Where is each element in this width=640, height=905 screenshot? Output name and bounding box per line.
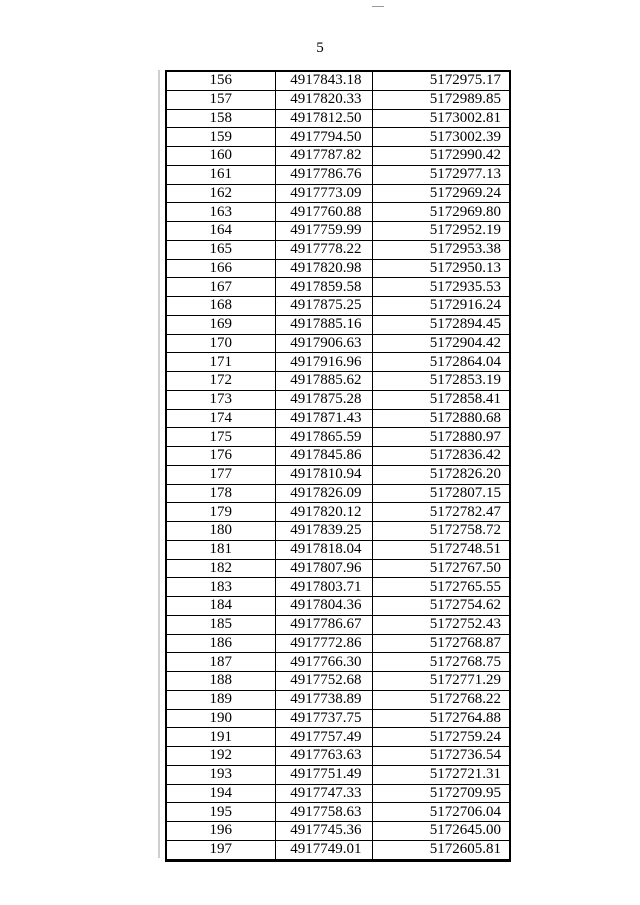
y-coordinate-cell: 5172990.42 <box>372 147 510 166</box>
point-number-cell: 189 <box>166 690 275 709</box>
table-row <box>166 765 510 784</box>
scan-edge-shadow <box>158 70 160 858</box>
x-coordinate-cell: 4917885.16 <box>275 315 372 334</box>
x-coordinate-cell: 4917906.63 <box>275 334 372 353</box>
x-coordinate-cell: 4917778.22 <box>275 240 372 259</box>
point-number-cell: 158 <box>166 109 275 128</box>
x-coordinate-cell: 4917738.89 <box>275 690 372 709</box>
point-number-cell: 196 <box>166 822 275 841</box>
table-row <box>166 540 510 559</box>
x-coordinate-cell: 4917787.82 <box>275 147 372 166</box>
point-number-cell: 165 <box>166 240 275 259</box>
point-number-cell: 166 <box>166 259 275 278</box>
x-coordinate-cell: 4917916.96 <box>275 353 372 372</box>
table-row <box>166 315 510 334</box>
y-coordinate-cell: 5172826.20 <box>372 465 510 484</box>
table-row <box>166 222 510 241</box>
table-row <box>166 840 510 860</box>
x-coordinate-cell: 4917845.86 <box>275 447 372 466</box>
y-coordinate-cell: 5172969.80 <box>372 203 510 222</box>
table-row <box>166 409 510 428</box>
y-coordinate-cell: 5172969.24 <box>372 184 510 203</box>
y-coordinate-cell: 5172975.17 <box>372 71 510 90</box>
table-row <box>166 71 510 90</box>
y-coordinate-cell: 5172864.04 <box>372 353 510 372</box>
point-number-cell: 173 <box>166 390 275 409</box>
y-coordinate-cell: 5172752.43 <box>372 615 510 634</box>
x-coordinate-cell: 4917885.62 <box>275 372 372 391</box>
point-number-cell: 197 <box>166 840 275 860</box>
point-number-cell: 187 <box>166 653 275 672</box>
point-number-cell: 191 <box>166 728 275 747</box>
y-coordinate-cell: 5172709.95 <box>372 784 510 803</box>
y-coordinate-cell: 5172977.13 <box>372 165 510 184</box>
x-coordinate-cell: 4917865.59 <box>275 428 372 447</box>
point-number-cell: 162 <box>166 184 275 203</box>
x-coordinate-cell: 4917804.36 <box>275 597 372 616</box>
point-number-cell: 157 <box>166 90 275 109</box>
point-number-cell: 188 <box>166 672 275 691</box>
x-coordinate-cell: 4917807.96 <box>275 559 372 578</box>
x-coordinate-cell: 4917859.58 <box>275 278 372 297</box>
y-coordinate-cell: 5172768.87 <box>372 634 510 653</box>
x-coordinate-cell: 4917766.30 <box>275 653 372 672</box>
y-coordinate-cell: 5172706.04 <box>372 803 510 822</box>
y-coordinate-cell: 5172645.00 <box>372 822 510 841</box>
y-coordinate-cell: 5172721.31 <box>372 765 510 784</box>
table-row <box>166 165 510 184</box>
point-number-cell: 192 <box>166 747 275 766</box>
table-row <box>166 390 510 409</box>
x-coordinate-cell: 4917737.75 <box>275 709 372 728</box>
point-number-cell: 184 <box>166 597 275 616</box>
point-number-cell: 172 <box>166 372 275 391</box>
table-row <box>166 334 510 353</box>
y-coordinate-cell: 5172952.19 <box>372 222 510 241</box>
point-number-cell: 179 <box>166 503 275 522</box>
y-coordinate-cell: 5172782.47 <box>372 503 510 522</box>
y-coordinate-cell: 5172880.97 <box>372 428 510 447</box>
point-number-cell: 178 <box>166 484 275 503</box>
y-coordinate-cell: 5172950.13 <box>372 259 510 278</box>
x-coordinate-cell: 4917752.68 <box>275 672 372 691</box>
point-number-cell: 169 <box>166 315 275 334</box>
x-coordinate-cell: 4917759.99 <box>275 222 372 241</box>
point-number-cell: 193 <box>166 765 275 784</box>
table-row <box>166 147 510 166</box>
x-coordinate-cell: 4917763.63 <box>275 747 372 766</box>
y-coordinate-cell: 5172768.75 <box>372 653 510 672</box>
x-coordinate-cell: 4917760.88 <box>275 203 372 222</box>
point-number-cell: 156 <box>166 71 275 90</box>
table-row <box>166 465 510 484</box>
x-coordinate-cell: 4917875.28 <box>275 390 372 409</box>
table-row <box>166 372 510 391</box>
x-coordinate-cell: 4917812.50 <box>275 109 372 128</box>
point-number-cell: 176 <box>166 447 275 466</box>
x-coordinate-cell: 4917871.43 <box>275 409 372 428</box>
x-coordinate-cell: 4917751.49 <box>275 765 372 784</box>
y-coordinate-cell: 5173002.39 <box>372 128 510 147</box>
point-number-cell: 182 <box>166 559 275 578</box>
y-coordinate-cell: 5172836.42 <box>372 447 510 466</box>
table-row <box>166 109 510 128</box>
y-coordinate-cell: 5172605.81 <box>372 840 510 860</box>
table-row <box>166 672 510 691</box>
point-number-cell: 175 <box>166 428 275 447</box>
point-number-cell: 171 <box>166 353 275 372</box>
x-coordinate-cell: 4917794.50 <box>275 128 372 147</box>
x-coordinate-cell: 4917820.33 <box>275 90 372 109</box>
point-number-cell: 177 <box>166 465 275 484</box>
y-coordinate-cell: 5172767.50 <box>372 559 510 578</box>
x-coordinate-cell: 4917745.36 <box>275 822 372 841</box>
table-row <box>166 822 510 841</box>
point-number-cell: 161 <box>166 165 275 184</box>
point-number-cell: 181 <box>166 540 275 559</box>
table-row <box>166 203 510 222</box>
y-coordinate-cell: 5173002.81 <box>372 109 510 128</box>
x-coordinate-cell: 4917818.04 <box>275 540 372 559</box>
y-coordinate-cell: 5172916.24 <box>372 297 510 316</box>
y-coordinate-cell: 5172754.62 <box>372 597 510 616</box>
point-number-cell: 170 <box>166 334 275 353</box>
coordinate-table <box>165 70 511 862</box>
table-row <box>166 803 510 822</box>
point-number-cell: 186 <box>166 634 275 653</box>
scan-mark <box>372 6 384 7</box>
table-row <box>166 278 510 297</box>
page-number: 5 <box>316 40 324 56</box>
y-coordinate-cell: 5172953.38 <box>372 240 510 259</box>
y-coordinate-cell: 5172858.41 <box>372 390 510 409</box>
table-row <box>166 522 510 541</box>
point-number-cell: 194 <box>166 784 275 803</box>
table-row <box>166 503 510 522</box>
y-coordinate-cell: 5172880.68 <box>372 409 510 428</box>
table-row <box>166 128 510 147</box>
y-coordinate-cell: 5172904.42 <box>372 334 510 353</box>
table-row <box>166 709 510 728</box>
y-coordinate-cell: 5172894.45 <box>372 315 510 334</box>
table-row <box>166 728 510 747</box>
table-row <box>166 428 510 447</box>
y-coordinate-cell: 5172768.22 <box>372 690 510 709</box>
y-coordinate-cell: 5172935.53 <box>372 278 510 297</box>
x-coordinate-cell: 4917786.67 <box>275 615 372 634</box>
y-coordinate-cell: 5172853.19 <box>372 372 510 391</box>
y-coordinate-cell: 5172765.55 <box>372 578 510 597</box>
table-row <box>166 484 510 503</box>
x-coordinate-cell: 4917758.63 <box>275 803 372 822</box>
table-row <box>166 259 510 278</box>
point-number-cell: 195 <box>166 803 275 822</box>
x-coordinate-cell: 4917773.09 <box>275 184 372 203</box>
x-coordinate-cell: 4917843.18 <box>275 71 372 90</box>
table-row <box>166 597 510 616</box>
y-coordinate-cell: 5172764.88 <box>372 709 510 728</box>
point-number-cell: 160 <box>166 147 275 166</box>
x-coordinate-cell: 4917803.71 <box>275 578 372 597</box>
x-coordinate-cell: 4917810.94 <box>275 465 372 484</box>
x-coordinate-cell: 4917757.49 <box>275 728 372 747</box>
table-row <box>166 615 510 634</box>
x-coordinate-cell: 4917875.25 <box>275 297 372 316</box>
point-number-cell: 190 <box>166 709 275 728</box>
x-coordinate-cell: 4917747.33 <box>275 784 372 803</box>
y-coordinate-cell: 5172758.72 <box>372 522 510 541</box>
y-coordinate-cell: 5172807.15 <box>372 484 510 503</box>
point-number-cell: 185 <box>166 615 275 634</box>
point-number-cell: 174 <box>166 409 275 428</box>
table-row <box>166 559 510 578</box>
y-coordinate-cell: 5172759.24 <box>372 728 510 747</box>
table-row <box>166 447 510 466</box>
table-row <box>166 784 510 803</box>
table-row <box>166 240 510 259</box>
point-number-cell: 164 <box>166 222 275 241</box>
table-row <box>166 578 510 597</box>
y-coordinate-cell: 5172736.54 <box>372 747 510 766</box>
x-coordinate-cell: 4917786.76 <box>275 165 372 184</box>
x-coordinate-cell: 4917839.25 <box>275 522 372 541</box>
point-number-cell: 167 <box>166 278 275 297</box>
table-row <box>166 353 510 372</box>
y-coordinate-cell: 5172989.85 <box>372 90 510 109</box>
x-coordinate-cell: 4917772.86 <box>275 634 372 653</box>
x-coordinate-cell: 4917820.12 <box>275 503 372 522</box>
table-row <box>166 690 510 709</box>
coordinate-table-body <box>166 71 510 860</box>
x-coordinate-cell: 4917749.01 <box>275 840 372 860</box>
point-number-cell: 159 <box>166 128 275 147</box>
table-row <box>166 184 510 203</box>
table-row <box>166 653 510 672</box>
point-number-cell: 183 <box>166 578 275 597</box>
y-coordinate-cell: 5172748.51 <box>372 540 510 559</box>
table-row <box>166 90 510 109</box>
point-number-cell: 168 <box>166 297 275 316</box>
table-row <box>166 297 510 316</box>
y-coordinate-cell: 5172771.29 <box>372 672 510 691</box>
x-coordinate-cell: 4917826.09 <box>275 484 372 503</box>
point-number-cell: 180 <box>166 522 275 541</box>
table-row <box>166 747 510 766</box>
table-row <box>166 634 510 653</box>
x-coordinate-cell: 4917820.98 <box>275 259 372 278</box>
point-number-cell: 163 <box>166 203 275 222</box>
